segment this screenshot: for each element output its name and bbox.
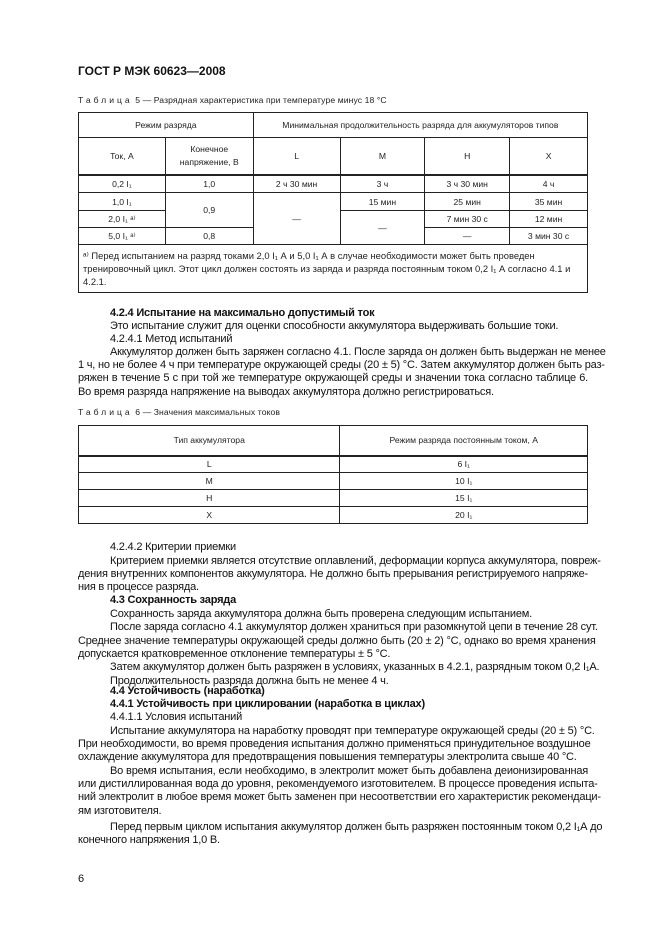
cell-voltage: 0,9: [165, 193, 253, 228]
cell-voltage: 1,0: [165, 175, 253, 193]
text-line: Во время испытания, если необходимо, в электролит может быть добавлена деионизированная: [110, 765, 588, 777]
text-line: конечного напряжения 1,0 В.: [78, 834, 220, 846]
text-line: 1 ч, но не более 4 ч при температуре окружающей среды (20 ± 5) °С. Затем аккумулятор должен быть раз-: [78, 359, 605, 371]
cell-x: 35 мин: [510, 193, 588, 211]
text-line: ряжен в течение 5 с при той же температуре окружающей среды и значении тока согласно таблице 6.: [78, 372, 588, 384]
cell-type: X: [79, 507, 340, 524]
cell-h: 3 ч 30 мин: [425, 175, 510, 193]
section-heading: 4.4 Устойчивость (наработка): [110, 685, 265, 697]
caption-text: 5 — Разрядная характеристика при температуре минус 18 °С: [135, 95, 387, 105]
cell-type: H: [79, 490, 340, 507]
table-row: [79, 193, 588, 211]
text-line: Затем аккумулятор должен быть разряжен в условиях, указанных в 4.2.1, разрядным током 0,2 I₁А.: [110, 661, 600, 673]
cell-m: 15 мин: [340, 193, 425, 211]
text-line: Испытание аккумулятора на наработку проводят при температуре окружающей среды (20 ± 5) °С.: [110, 725, 595, 737]
cell-type: M: [79, 473, 340, 490]
caption-label: Таблица: [78, 95, 133, 105]
header-type-x: X: [510, 138, 588, 175]
cell-m: 3 ч: [340, 175, 425, 193]
text-line: 4.2.4.2 Критерии приемки: [110, 541, 236, 553]
text-line: Сохранность заряда аккумулятора должна быть проверена следующим испытанием.: [110, 608, 532, 620]
header-battery-type: Тип аккумулятора: [79, 426, 340, 456]
cell-x: 3 мин 30 с: [510, 228, 588, 245]
cell-current: 1,0 I₁: [79, 193, 166, 211]
table-row: [79, 456, 588, 473]
text-line: После заряда согласно 4.1 аккумулятор должен храниться при разомкнутой цепи в течение 28 сут.: [110, 621, 598, 633]
caption-label: Таблица: [78, 407, 133, 417]
cell-l: 2 ч 30 мин: [253, 175, 340, 193]
header-type-h: H: [425, 138, 510, 175]
document-header: ГОСТ Р МЭК 60623—2008: [78, 64, 226, 78]
caption-text: 6 — Значения максимальных токов: [135, 407, 281, 417]
header-discharge-mode: Режим разряда: [79, 113, 254, 138]
text-line: Это испытание служит для оценки способности аккумулятора выдерживать большие токи.: [110, 320, 559, 332]
header-type-l: L: [253, 138, 340, 175]
cell-value: 10 I₁: [340, 473, 588, 490]
text-line: Во время разряда напряжение на выводах аккумулятора должно регистрироваться.: [78, 386, 494, 398]
header-current: Ток, А: [79, 138, 166, 175]
text-line: При необходимости, во время проведения испытания должно применяться принудительное воздушное: [78, 738, 591, 750]
text-line: Перед первым циклом испытания аккумулятор должен быть разряжен постоянным током 0,2 I₁А до: [110, 821, 603, 833]
cell-type: L: [79, 456, 340, 473]
text-line: Продолжительность разряда должна быть не менее 4 ч.: [110, 675, 389, 687]
table5: [78, 112, 588, 293]
text-line: ний электролит в любое время может быть заменен при несоответствии его характеристик рекомендаци-: [78, 791, 601, 803]
text-line: Аккумулятор должен быть заряжен согласно 4.1. После заряда он должен быть выдержан не менее: [110, 346, 606, 358]
header-min-duration: Минимальная продолжительность разряда для аккумуляторов типов: [253, 113, 587, 138]
table6: [78, 425, 588, 524]
table-row: [79, 175, 588, 193]
section-heading: 4.3 Сохранность заряда: [110, 594, 237, 606]
text-line: 4.4.1.1 Условия испытаний: [110, 711, 243, 723]
table5-footnote: ᵃ⁾ Перед испытанием на разряд токами 2,0 I₁ А и 5,0 I₁ А в случае необходимости может быть проведен тренировочный цикл. Этот цикл должен состоять из заряда и разряда постоянным током 0,2 I₁ А согласно 4.1 и 4.2.1.: [79, 245, 588, 293]
table-row: [79, 490, 588, 507]
cell-voltage: 0,8: [165, 228, 253, 245]
cell-current: 2,0 I₁ ᵃ⁾: [79, 211, 166, 228]
cell-x: 12 мин: [510, 211, 588, 228]
cell-h: 7 мин 30 с: [425, 211, 510, 228]
cell-current: 5,0 I₁ ᵃ⁾: [79, 228, 166, 245]
header-discharge-current: Режим разряда постоянным током, А: [340, 426, 588, 456]
header-voltage: Конечное напряжение, В: [165, 138, 253, 175]
cell-current: 0,2 I₁: [79, 175, 166, 193]
table-row: [79, 507, 588, 524]
text-line: допускается кратковременное отклонение температуры ± 5 °С.: [78, 648, 391, 660]
page-number: 6: [78, 873, 85, 885]
text-line: дения внутренних компонентов аккумулятора. Не должно быть прерывания регистрируемого напряже-: [78, 568, 588, 580]
text-line: 4.2.4.1 Метод испытаний: [110, 333, 233, 345]
cell-value: 6 I₁: [340, 456, 588, 473]
table-row: [79, 473, 588, 490]
text-line: ям изготовителя.: [78, 805, 162, 817]
text-line: Критерием приемки является отсутствие оплавлений, деформации корпуса аккумулятора, повреж-: [110, 555, 601, 567]
cell-h: 25 мин: [425, 193, 510, 211]
table5-caption: [78, 95, 387, 105]
text-line: ния в процессе разряда.: [78, 581, 199, 593]
cell-value: 15 I₁: [340, 490, 588, 507]
cell-l: —: [253, 193, 340, 245]
text-line: Среднее значение температуры окружающей среды должно быть (20 ± 2) °С, однако во время хранения: [78, 635, 596, 647]
cell-x: 4 ч: [510, 175, 588, 193]
section-heading: 4.2.4 Испытание на максимально допустимый ток: [110, 307, 375, 319]
section-heading: 4.4.1 Устойчивость при циклировании (наработка в циклах): [110, 698, 425, 710]
cell-h: —: [425, 228, 510, 245]
cell-m: —: [340, 211, 425, 245]
text-line: или дистиллированная вода до уровня, рекомендуемого изготовителем. В процессе проведения испыта-: [78, 778, 598, 790]
text-line: охлаждение аккумулятора для предотвращения повышения температуры электролита свыше 40 °С.: [78, 751, 577, 763]
table6-caption: [78, 407, 280, 417]
header-type-m: M: [340, 138, 425, 175]
cell-value: 20 I₁: [340, 507, 588, 524]
